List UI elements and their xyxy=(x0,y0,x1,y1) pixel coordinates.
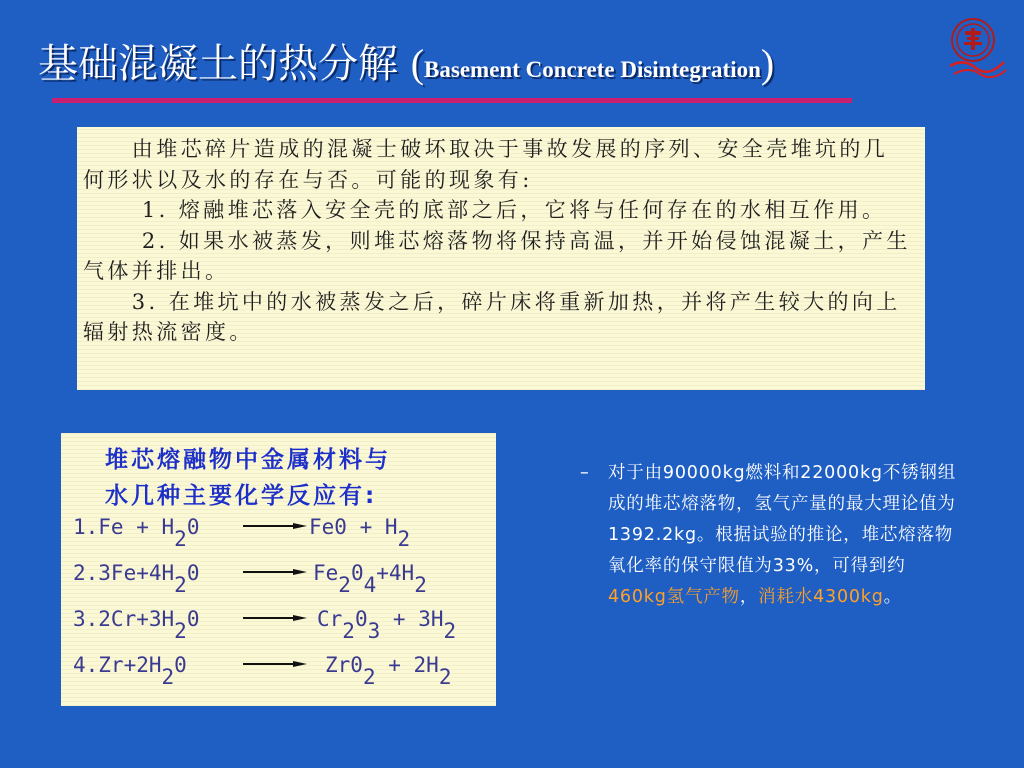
reactions-heading-line-1: 堆芯熔融物中金属材料与 xyxy=(105,447,391,473)
reaction-arrow-icon xyxy=(243,569,307,575)
intro-panel xyxy=(77,127,925,390)
highlight-hydrogen: 460kg氢气产物 xyxy=(608,587,740,607)
highlight-water: 消耗水4300kg xyxy=(758,587,884,607)
intro-item-1: 1. 熔融堆芯落入安全壳的底部之后，它将与任何存在的水相互作用。 xyxy=(83,198,887,222)
reaction-1-rhs: $Fe0 + H_2$ xyxy=(309,515,411,551)
reaction-arrow-icon xyxy=(243,615,307,621)
slide-title-en: Basement Concrete Disintegration xyxy=(424,57,761,82)
slide-title xyxy=(38,41,938,87)
title-underline xyxy=(52,98,852,103)
slide-title-paren-open: ( xyxy=(410,41,425,86)
slide-title-cn: 基础混凝土的热分解 xyxy=(38,41,411,87)
reactions-heading-line-2: 水几种主要化学反应有: xyxy=(105,483,378,509)
reaction-row-3 xyxy=(73,603,488,643)
slide-title-paren-close: ) xyxy=(760,41,775,86)
reactions-panel xyxy=(61,433,496,706)
reaction-2-rhs: $Fe_20_4+4H_2$ xyxy=(313,561,427,597)
reaction-4-rhs: $Zr0_2 + 2H_2$ xyxy=(325,653,452,689)
reaction-row-2 xyxy=(73,557,488,597)
bullet-text: 对于由90000kg燃料和22000kg不锈钢组成的堆芯熔落物，氢气产量的最大理论值为1392.2kg。根据试验的推论，堆芯熔落物氧化率的保守限值为33%，可得到约460kg氢气产物，消耗水4300kg。 xyxy=(608,463,957,607)
reaction-arrow-icon xyxy=(243,661,307,667)
reaction-row-1 xyxy=(73,511,488,551)
reaction-arrow-icon xyxy=(243,523,307,529)
intro-item-3: 3. 在堆坑中的水被蒸发之后，碎片床将重新加热，并将产生较大的向上辐射热流密度。 xyxy=(83,289,901,344)
reaction-3-lhs: $3.2Cr+3H_20$ xyxy=(73,607,200,643)
university-logo-icon xyxy=(946,16,1008,78)
hydrogen-bullet xyxy=(580,458,960,613)
bullet-dash: – xyxy=(580,463,590,483)
intro-paragraph: 由堆芯碎片造成的混凝士破坏取决于事故发展的序列、安全壳堆坑的几何形状以及水的存在与否。可能的现象有: xyxy=(83,137,889,192)
intro-item-2: 2. 如果水被蒸发，则堆芯熔落物将保持高温，并开始侵蚀混凝土，产生气体并排出。 xyxy=(83,228,911,283)
reaction-4-lhs: $4.Zr+2H_20$ xyxy=(73,653,187,689)
reaction-row-4 xyxy=(73,649,488,689)
reaction-3-rhs: $Cr_20_3 + 3H_2$ xyxy=(317,607,457,643)
reaction-1-lhs: $1.Fe + H_20$ xyxy=(73,515,200,551)
reaction-2-lhs: $2.3Fe+4H_20$ xyxy=(73,561,200,597)
